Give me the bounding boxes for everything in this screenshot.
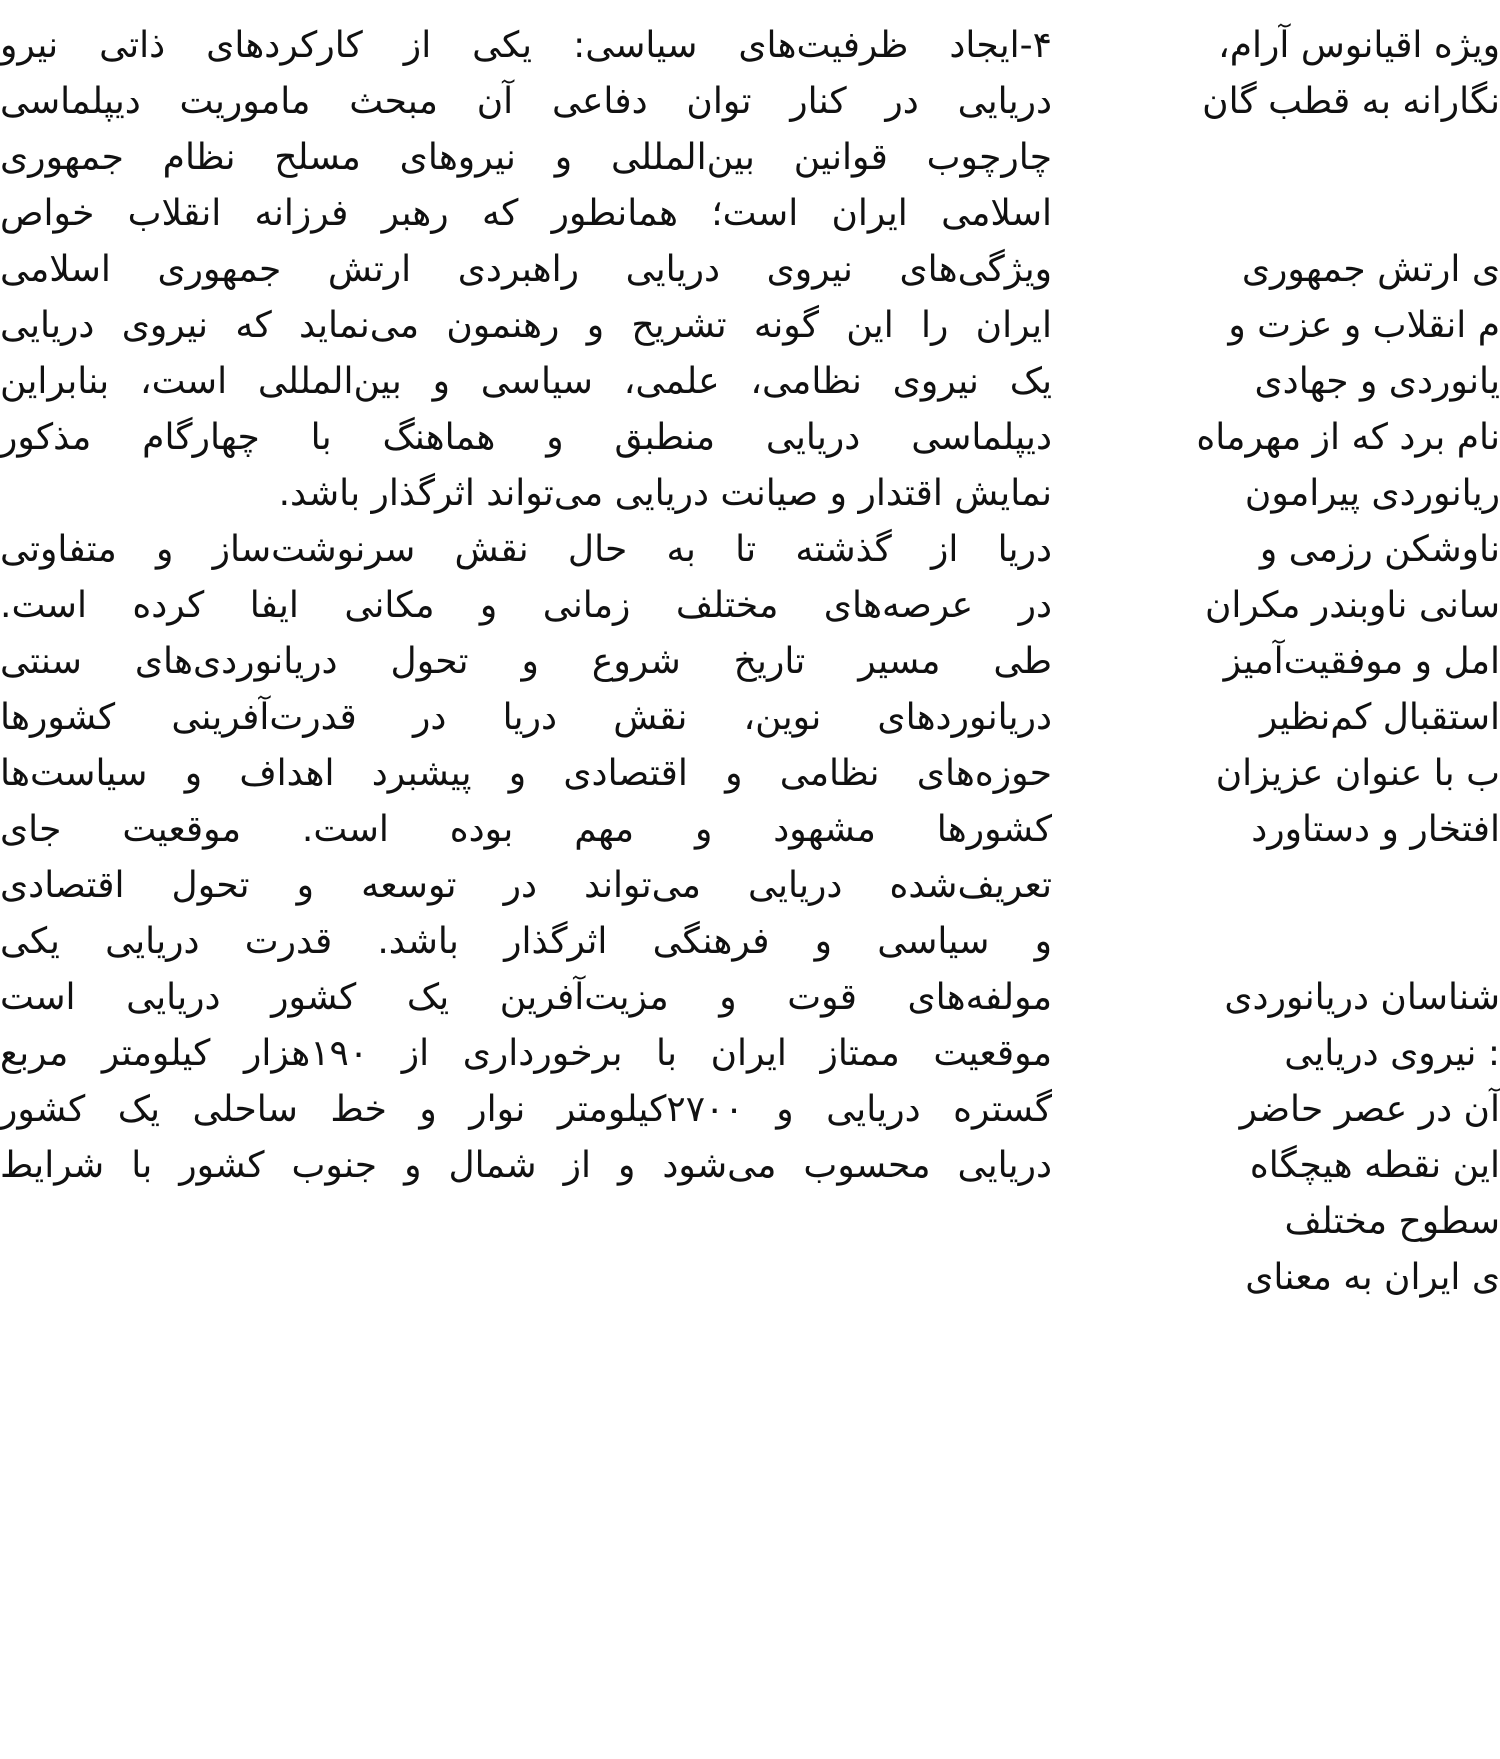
text-line: دیپلماسی دریایی منطبق و هماهنگ با چهارگام مذکور [0, 417, 1052, 458]
text-line: این نقطه هیچگاه [1249, 1145, 1500, 1186]
text-line: امل و موفقیت‌آمیز [1223, 641, 1500, 682]
text-line: ۴-ایجاد ظرفیت‌های سیاسی: یکی از کارکردهای ذاتی نیرو [0, 25, 1052, 66]
text-line: ویژه اقیانوس آرام، [1218, 25, 1500, 66]
text-line: افتخار و دستاورد [1251, 809, 1500, 850]
text-line: دریانوردهای نوین، نقش دریا در قدرت‌آفرینی کشورها [0, 697, 1052, 738]
text-line: سانی ناوبندر مکران [1204, 585, 1500, 626]
side-text-column [1152, 18, 1500, 1306]
text-line: یک نیروی نظامی، علمی، سیاسی و بین‌المللی است، بنابراین [0, 361, 1052, 402]
text-line: نمایش اقتدار و صیانت دریایی می‌تواند اثرگذار باشد. [278, 473, 1052, 514]
text-line: ی ایران به معنای [1245, 1257, 1500, 1298]
main-text-column [0, 18, 1052, 1194]
text-line: ریانوردی پیرامون [1244, 473, 1500, 514]
text-line: ی ارتش جمهوری [1241, 249, 1500, 290]
text-line: طی مسیر تاریخ شروع و تحول دریانوردی‌های سنتی [0, 641, 1052, 682]
text-line: م انقلاب و عزت و [1228, 305, 1500, 346]
text-line: اسلامی ایران است؛ همانطور که رهبر فرزانه انقلاب خواص [0, 193, 1052, 234]
text-line: دریایی در کنار توان دفاعی آن مبحث ماموریت دیپلماسی [0, 81, 1052, 122]
text-line: شناسان دریانوردی [1224, 977, 1500, 1018]
text-line: ایران را این گونه تشریح و رهنمون می‌نماید که نیروی دریایی [0, 305, 1052, 346]
text-line: و سیاسی و فرهنگی اثرگذار باشد. قدرت دریایی یکی [0, 921, 1052, 962]
text-line: دریایی محسوب می‌شود و از شمال و جنوب کشور با شرایط [0, 1145, 1052, 1186]
text-line: چارچوب قوانین بین‌المللی و نیروهای مسلح نظام جمهوری [0, 137, 1052, 178]
text-line: نام برد که از مهرماه [1196, 417, 1500, 458]
text-line: مولفه‌های قوت و مزیت‌آفرین یک کشور دریایی است [0, 977, 1052, 1018]
text-line: استقبال کم‌نظیر [1259, 697, 1500, 738]
text-line: آن در عصر حاضر [1239, 1089, 1500, 1130]
text-line: یانوردی و جهادی [1254, 361, 1500, 402]
text-line: ب با عنوان عزیزان [1215, 753, 1500, 794]
text-line: سطوح مختلف [1284, 1201, 1500, 1242]
text-line: حوزه‌های نظامی و اقتصادی و پیشبرد اهداف و سیاست‌ها [0, 753, 1052, 794]
text-line: موقعیت ممتاز ایران با برخورداری از ۱۹۰هزار کیلومتر مربع [0, 1033, 1052, 1074]
text-line: دریا از گذشته تا به حال نقش سرنوشت‌ساز و متفاوتی [0, 529, 1052, 570]
text-line: ویژگی‌های نیروی دریایی راهبردی ارتش جمهوری اسلامی [0, 249, 1052, 290]
text-line: : نیروی دریایی [1284, 1033, 1500, 1074]
text-line: ناوشکن رزمی و [1259, 529, 1500, 570]
text-line: تعریف‌شده دریایی می‌تواند در توسعه و تحول اقتصادی [0, 865, 1052, 906]
text-line: در عرصه‌های مختلف زمانی و مکانی ایفا کرده است. [0, 585, 1052, 626]
text-line: کشورها مشهود و مهم بوده است. موقعیت جای [0, 809, 1052, 850]
text-line: گستره دریایی و ۲۷۰۰کیلومتر نوار و خط ساحلی یک کشور [0, 1089, 1052, 1130]
text-line: نگارانه به قطب گان [1202, 81, 1500, 122]
